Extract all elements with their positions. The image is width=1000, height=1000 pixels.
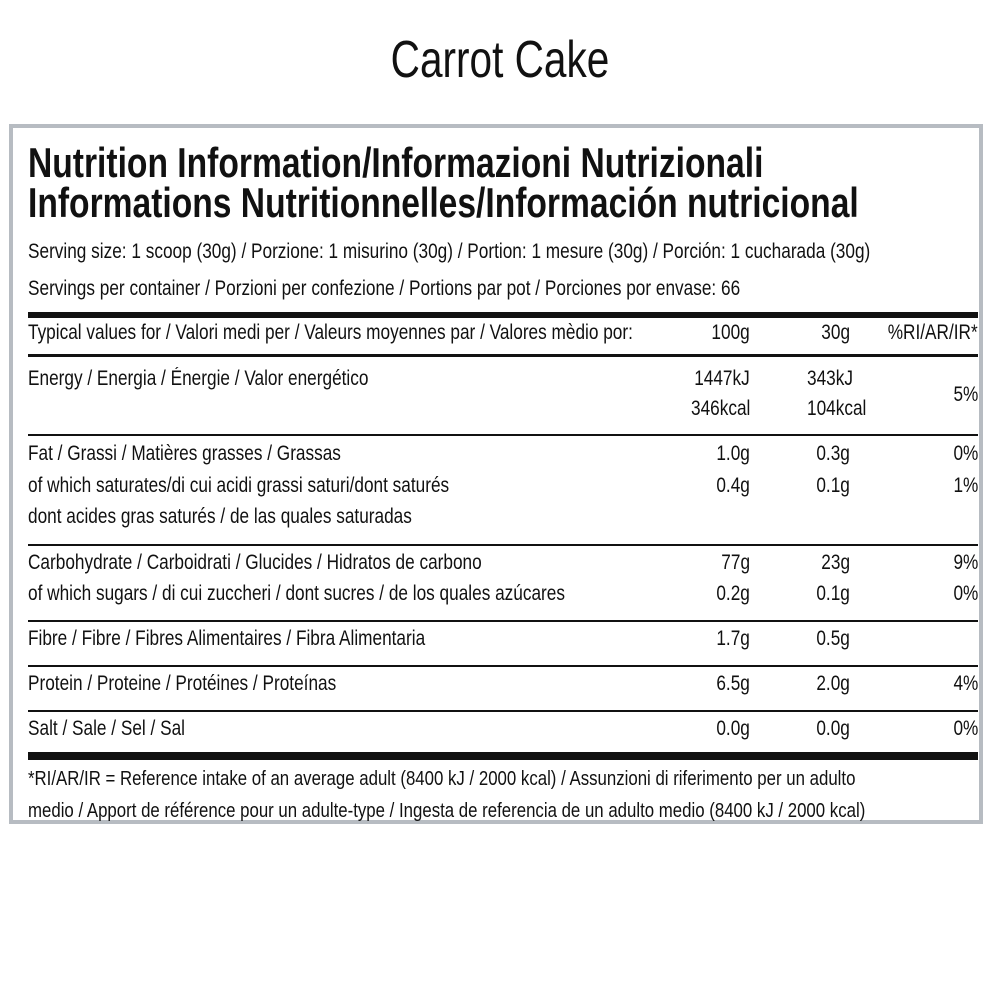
fat-label: Fat / Grassi / Matières grasses / Grassas [28, 442, 341, 465]
protein-30g: 2.0g [816, 672, 850, 695]
energy-30g-kj: 343kJ [807, 367, 853, 390]
fat-100g: 1.0g [716, 442, 750, 465]
energy-ri: 5% [953, 383, 978, 406]
saturates-30g: 0.1g [816, 474, 850, 497]
protein-ri: 4% [953, 672, 978, 695]
divider [28, 665, 978, 667]
carbohydrate-label: Carbohydrate / Carboidrati / Glucides / Hidratos de carbono [28, 551, 482, 574]
salt-label: Salt / Sale / Sel / Sal [28, 717, 185, 740]
divider [28, 620, 978, 622]
column-header-ri: %RI/AR/IR* [888, 321, 978, 344]
divider [28, 710, 978, 712]
divider [28, 544, 978, 546]
nutrition-label-panel [9, 124, 983, 824]
thick-divider [28, 752, 978, 760]
typical-values-header: Typical values for / Valori medi per / Valeurs moyennes par / Valores mèdio por: [28, 321, 633, 344]
saturates-100g: 0.4g [716, 474, 750, 497]
carbohydrate-ri: 9% [953, 551, 978, 574]
carbohydrate-30g: 23g [821, 551, 850, 574]
sugars-100g: 0.2g [716, 582, 750, 605]
servings-per-container-text: Servings per container / Porzioni per confezione / Portions par pot / Porciones por envase: 66 [28, 277, 741, 300]
fibre-100g: 1.7g [716, 627, 750, 650]
energy-100g-kcal: 346kcal [690, 397, 750, 420]
energy-100g-kj: 1447kJ [694, 367, 750, 390]
sugars-label: of which sugars / di cui zuccheri / dont sucres / de los quales azúcares [28, 582, 565, 605]
carbohydrate-100g: 77g [721, 551, 750, 574]
energy-30g-kcal: 104kcal [807, 397, 867, 420]
header-divider [28, 354, 978, 357]
fat-30g: 0.3g [816, 442, 850, 465]
serving-size-text: Serving size: 1 scoop (30g) / Porzione: 1 misurino (30g) / Portion: 1 mesure (30g) / Porción: 1 cucharada (30g) [28, 240, 871, 263]
salt-100g: 0.0g [716, 717, 750, 740]
label-heading-line2: Informations Nutritionnelles/Información nutricional [28, 179, 859, 226]
footnote-line1: *RI/AR/IR = Reference intake of an average adult (8400 kJ / 2000 kcal) / Assunzioni di riferimento per un adulto [28, 767, 856, 790]
footnote-line2: medio / Apport de référence pour un adulte-type / Ingesta de referencia de un adulto medio (8400 kJ / 2000 kcal) [28, 799, 866, 822]
column-header-100g: 100g [711, 321, 750, 344]
fibre-30g: 0.5g [816, 627, 850, 650]
salt-ri: 0% [953, 717, 978, 740]
energy-label: Energy / Energia / Énergie / Valor energético [28, 367, 369, 390]
product-title: Carrot Cake [390, 31, 610, 89]
fibre-label: Fibre / Fibre / Fibres Alimentaires / Fibra Alimentaria [28, 627, 426, 650]
protein-label: Protein / Proteine / Protéines / Proteínas [28, 672, 337, 695]
column-header-30g: 30g [821, 321, 850, 344]
salt-30g: 0.0g [816, 717, 850, 740]
protein-100g: 6.5g [716, 672, 750, 695]
fat-ri: 0% [953, 442, 978, 465]
saturates-label-continued: dont acides gras saturés / de las quales saturadas [28, 505, 412, 528]
sugars-30g: 0.1g [816, 582, 850, 605]
saturates-ri: 1% [953, 474, 978, 497]
divider [28, 434, 978, 436]
label-heading-line1: Nutrition Information/Informazioni Nutrizionali [28, 139, 764, 186]
sugars-ri: 0% [953, 582, 978, 605]
saturates-label: of which saturates/di cui acidi grassi saturi/dont saturés [28, 474, 450, 497]
